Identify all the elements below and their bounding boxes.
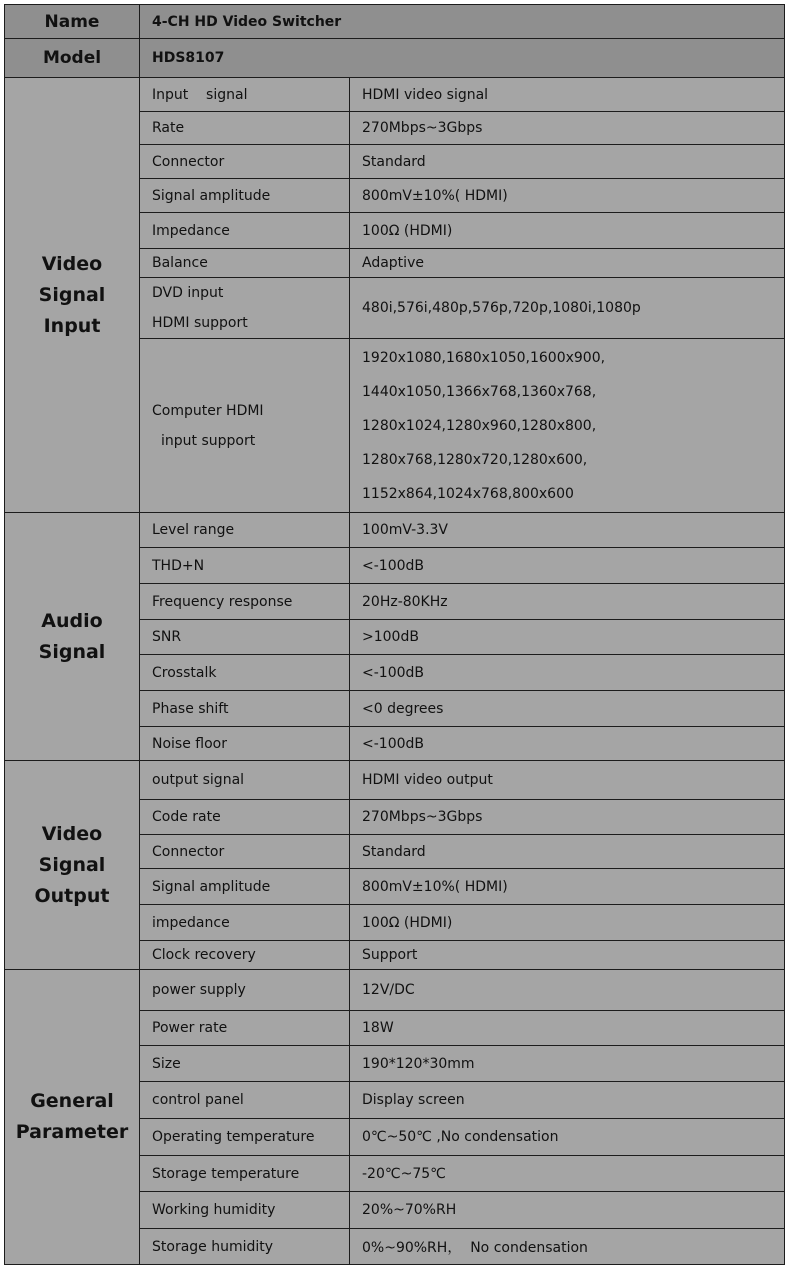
table-row: [5, 761, 785, 800]
row-value: Support: [350, 941, 785, 970]
row-value: 20Hz-80KHz: [350, 584, 785, 620]
row-value: 800mV±10%( HDMI): [350, 179, 785, 213]
row-value: 270Mbps~3Gbps: [350, 112, 785, 145]
dvd-label: DVD input HDMI support: [140, 278, 350, 339]
row-label: Code rate: [140, 800, 350, 835]
row-value: 20%~70%RH: [350, 1192, 785, 1229]
row-label: Impedance: [140, 213, 350, 249]
computer-label: Computer HDMI input support: [140, 339, 350, 513]
model-label: Model: [5, 39, 140, 78]
row-label: output signal: [140, 761, 350, 800]
row-value: HDMI video output: [350, 761, 785, 800]
row-value: Standard: [350, 145, 785, 179]
row-label: Storage temperature: [140, 1156, 350, 1192]
video-input-section-title: Video Signal Input: [5, 78, 140, 513]
row-value: 12V/DC: [350, 970, 785, 1011]
row-label: Input signal: [140, 78, 350, 112]
row-label: Balance: [140, 249, 350, 278]
row-value: 100mV-3.3V: [350, 513, 785, 548]
name-label: Name: [5, 5, 140, 39]
row-value: 190*120*30mm: [350, 1046, 785, 1082]
row-value: >100dB: [350, 620, 785, 655]
row-value: HDMI video signal: [350, 78, 785, 112]
video-output-section-title: Video Signal Output: [5, 761, 140, 970]
row-label: impedance: [140, 905, 350, 941]
general-section-title: General Parameter: [5, 970, 140, 1265]
row-label: Crosstalk: [140, 655, 350, 691]
row-label: Power rate: [140, 1011, 350, 1046]
name-value: 4-CH HD Video Switcher: [140, 5, 785, 39]
row-label: Rate: [140, 112, 350, 145]
row-value: 270Mbps~3Gbps: [350, 800, 785, 835]
row-label: Operating temperature: [140, 1119, 350, 1156]
row-label: Size: [140, 1046, 350, 1082]
audio-section-title: Audio Signal: [5, 513, 140, 761]
row-value: <0 degrees: [350, 691, 785, 727]
model-value: HDS8107: [140, 39, 785, 78]
row-value: 100Ω (HDMI): [350, 213, 785, 249]
row-label: Connector: [140, 145, 350, 179]
row-label: THD+N: [140, 548, 350, 584]
spec-table: [4, 4, 785, 1265]
row-label: Clock recovery: [140, 941, 350, 970]
row-value: Standard: [350, 835, 785, 869]
row-label: Level range: [140, 513, 350, 548]
row-label: Signal amplitude: [140, 179, 350, 213]
row-value: Display screen: [350, 1082, 785, 1119]
row-value: <-100dB: [350, 548, 785, 584]
row-value: 100Ω (HDMI): [350, 905, 785, 941]
row-label: Phase shift: [140, 691, 350, 727]
row-label: Noise floor: [140, 727, 350, 761]
row-label: control panel: [140, 1082, 350, 1119]
row-value: <-100dB: [350, 727, 785, 761]
row-value: -20℃~75℃: [350, 1156, 785, 1192]
row-label: Signal amplitude: [140, 869, 350, 905]
name-row: [5, 5, 785, 39]
row-value: 18W: [350, 1011, 785, 1046]
model-row: [5, 39, 785, 78]
row-label: Connector: [140, 835, 350, 869]
row-label: Storage humidity: [140, 1229, 350, 1265]
row-value: <-100dB: [350, 655, 785, 691]
row-label: power supply: [140, 970, 350, 1011]
row-value: 800mV±10%( HDMI): [350, 869, 785, 905]
computer-value: 1920x1080,1680x1050,1600x900, 1440x1050,1366x768,1360x768, 1280x1024,1280x960,1280x800, 1280x768,1280x720,1280x600, 1152x864,1024x768,800x600: [350, 339, 785, 513]
table-row: [5, 78, 785, 112]
dvd-value: 480i,576i,480p,576p,720p,1080i,1080p: [350, 278, 785, 339]
row-label: Frequency response: [140, 584, 350, 620]
table-row: [5, 513, 785, 548]
row-value: 0℃~50℃ ,No condensation: [350, 1119, 785, 1156]
row-label: SNR: [140, 620, 350, 655]
row-label: Working humidity: [140, 1192, 350, 1229]
table-row: [5, 970, 785, 1011]
row-value: 0%~90%RH， No condensation: [350, 1229, 785, 1265]
row-value: Adaptive: [350, 249, 785, 278]
